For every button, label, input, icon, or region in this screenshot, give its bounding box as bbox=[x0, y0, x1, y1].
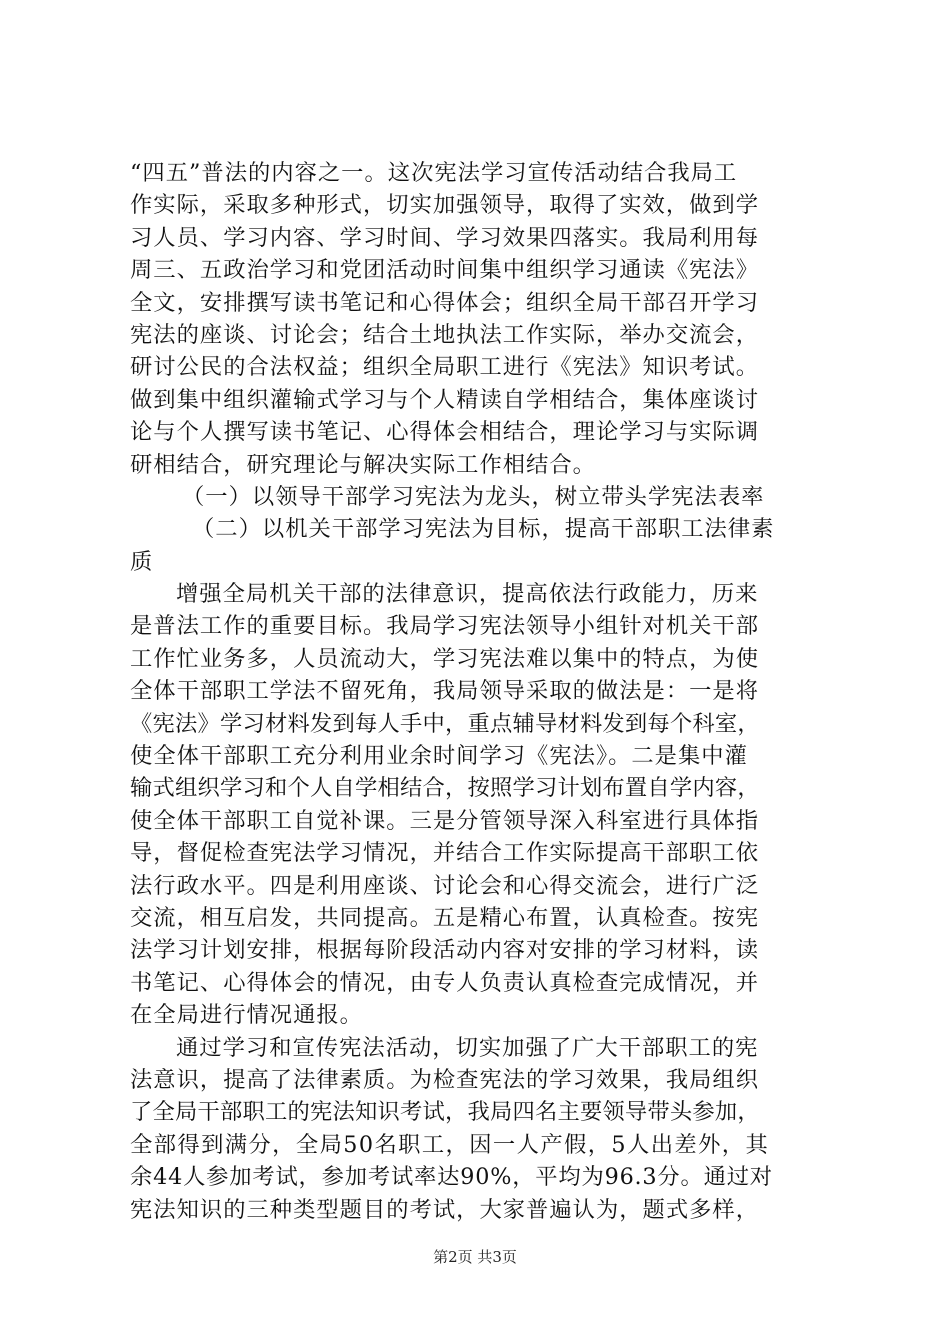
section-heading-2: （二）以机关干部学习宪法为目标，提高干部职工法律素 bbox=[192, 516, 775, 543]
text-line: 研讨公民的合法权益；组织全局职工进行《宪法》知识考试。 bbox=[130, 354, 760, 381]
text-line: 使全体干部职工自觉补课。三是分管领导深入科室进行具体指 bbox=[130, 807, 760, 834]
text-line: 余44人参加考试，参加考试率达90%，平均为96.3分。通过对 bbox=[130, 1164, 773, 1191]
text-line: 输式组织学习和个人自学相结合，按照学习计划布置自学内容， bbox=[130, 775, 760, 802]
text-line: 工作忙业务多，人员流动大，学习宪法难以集中的特点，为使 bbox=[130, 645, 760, 672]
text-line: 交流，相互启发，共同提高。五是精心布置，认真检查。按宪 bbox=[130, 904, 760, 931]
text-line: 法行政水平。四是利用座谈、讨论会和心得交流会，进行广泛 bbox=[130, 872, 760, 899]
text-line: 宪法知识的三种类型题目的考试，大家普遍认为，题式多样， bbox=[130, 1196, 760, 1223]
text-line: 研相结合，研究理论与解决实际工作相结合。 bbox=[130, 451, 596, 478]
section-heading-1: （一）以领导干部学习宪法为龙头，树立带头学宪法表率 bbox=[182, 483, 765, 510]
page-number-footer: 第2页 共3页 bbox=[433, 1248, 517, 1266]
text-line: 是普法工作的重要目标。我局学习宪法领导小组针对机关干部 bbox=[130, 613, 760, 640]
text-line: 法学习计划安排，根据每阶段活动内容对安排的学习材料，读 bbox=[130, 937, 760, 964]
text-line: 做到集中组织灌输式学习与个人精读自学相结合，集体座谈讨 bbox=[130, 386, 760, 413]
text-line: 全体干部职工学法不留死角，我局领导采取的做法是：一是将 bbox=[130, 678, 760, 705]
text-line: 习人员、学习内容、学习时间、学习效果四落实。我局利用每 bbox=[130, 224, 760, 251]
paragraph-start: 通过学习和宣传宪法活动，切实加强了广大干部职工的宪 bbox=[176, 1034, 759, 1061]
text-line: 导，督促检查宪法学习情况，并结合工作实际提高干部职工依 bbox=[130, 840, 760, 867]
text-line: 宪法的座谈、讨论会；结合土地执法工作实际，举办交流会， bbox=[130, 321, 760, 348]
text-line: 全文，安排撰写读书笔记和心得体会；组织全局干部召开学习 bbox=[130, 289, 760, 316]
text-line: 在全局进行情况通报。 bbox=[130, 1002, 363, 1029]
text-line: 质 bbox=[130, 548, 154, 575]
document-body bbox=[130, 157, 830, 1226]
text-line: 《宪法》学习材料发到每人手中，重点辅导材料发到每个科室， bbox=[130, 710, 760, 737]
text-line: 作实际，采取多种形式，切实加强领导，取得了实效，做到学 bbox=[130, 192, 760, 219]
text-line: 论与个人撰写读书笔记、心得体会相结合，理论学习与实际调 bbox=[130, 419, 760, 446]
text-line: 书笔记、心得体会的情况，由专人负责认真检查完成情况，并 bbox=[130, 969, 760, 996]
text-line: 全部得到满分，全局50名职工，因一人产假，5人出差外，其 bbox=[130, 1131, 770, 1158]
text-line: “四五”普法的内容之一。这次宪法学习宣传活动结合我局工 bbox=[130, 160, 738, 186]
text-line: 使全体干部职工充分利用业余时间学习《宪法》。二是集中灌 bbox=[130, 743, 748, 770]
text-line: 周三、五政治学习和党团活动时间集中组织学习通读《宪法》 bbox=[130, 257, 760, 284]
text-line: 法意识，提高了法律素质。为检查宪法的学习效果，我局组织 bbox=[130, 1066, 760, 1093]
paragraph-start: 增强全局机关干部的法律意识，提高依法行政能力，历来 bbox=[176, 581, 759, 608]
text-line: 了全局干部职工的宪法知识考试，我局四名主要领导带头参加， bbox=[130, 1099, 760, 1126]
